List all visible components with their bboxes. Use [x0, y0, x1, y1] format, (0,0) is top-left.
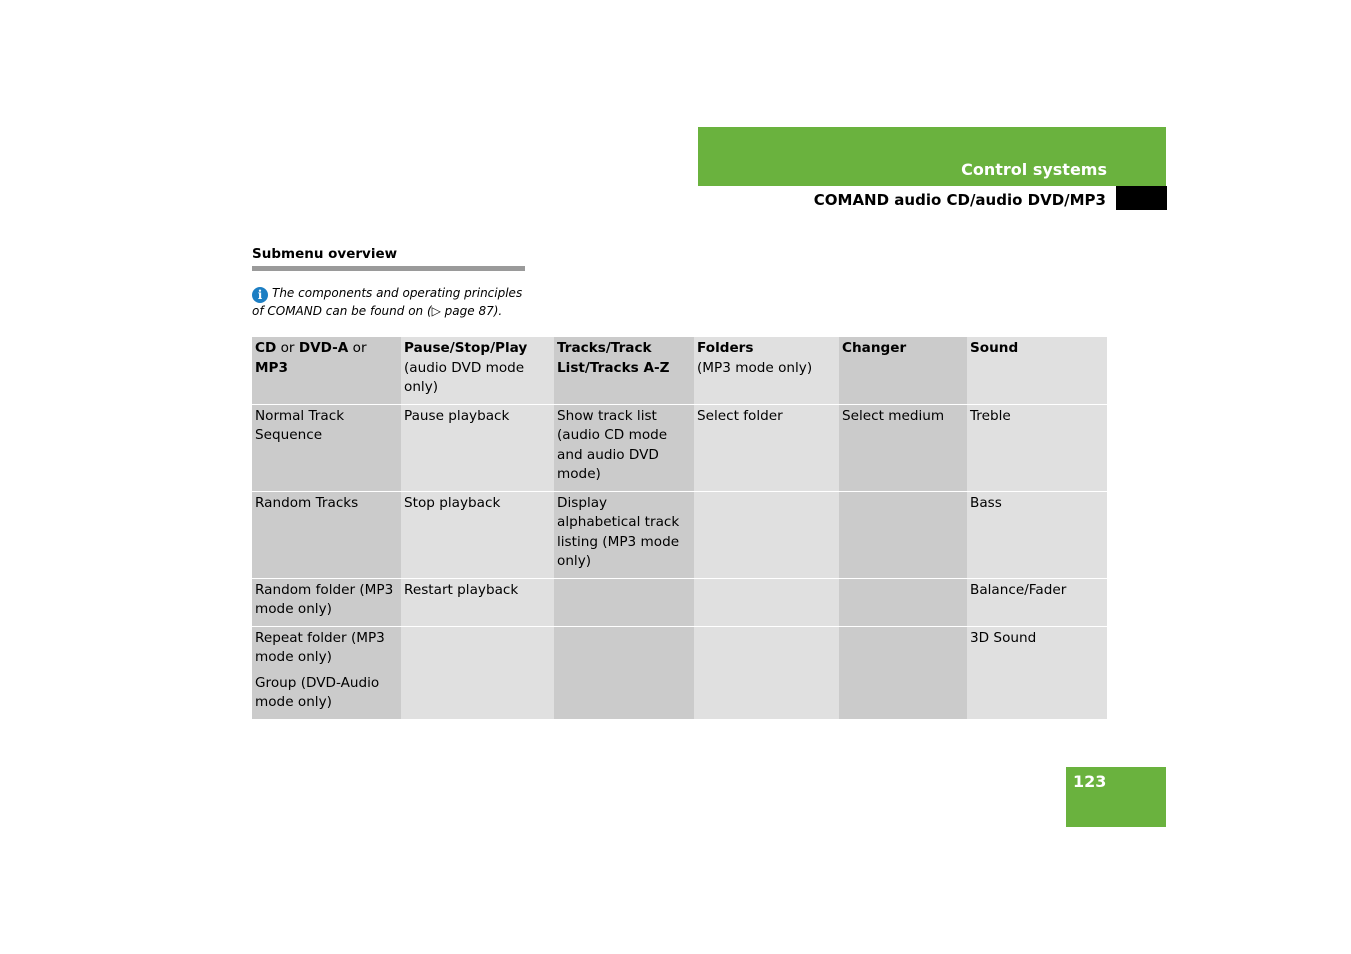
table-row: [252, 578, 1107, 626]
section-title-header: COMAND audio CD/audio DVD/MP3: [813, 191, 1106, 209]
table-cell: [554, 626, 694, 719]
submenu-overview-heading: Submenu overview: [252, 246, 398, 262]
table-cell-group: Group (DVD-Audio mode only): [255, 674, 380, 710]
info-icon: i: [252, 287, 268, 303]
chapter-title: Control systems: [961, 160, 1107, 179]
header-cell-source: CD or DVD-A or MP3: [252, 337, 401, 404]
info-note: [252, 285, 537, 320]
table-cell: 3D Sound: [967, 626, 1107, 719]
table-cell: Pause playback: [401, 404, 554, 491]
table-cell: Restart playback: [401, 578, 554, 626]
table-cell: Normal Track Sequence: [252, 404, 401, 491]
table-cell: Show track list (audio CD mode and audio DVD mode): [554, 404, 694, 491]
table-cell: Balance/Fader: [967, 578, 1107, 626]
page-number-box: [1066, 767, 1166, 827]
section-tab-marker: [1116, 186, 1167, 210]
table-cell: Display alphabetical track listing (MP3 mode only): [554, 491, 694, 578]
table-row: [252, 491, 1107, 578]
table-cell: Select medium: [839, 404, 967, 491]
table-cell: Treble: [967, 404, 1107, 491]
table-cell: [694, 626, 839, 719]
table-cell: [839, 491, 967, 578]
header-cell-folders: Folders (MP3 mode only): [694, 337, 839, 404]
table-row: [252, 404, 1107, 491]
header-cell-playback: Pause/Stop/Play (audio DVD mode only): [401, 337, 554, 404]
table-cell: [839, 626, 967, 719]
table-cell: [554, 578, 694, 626]
page-number: 123: [1073, 772, 1107, 791]
header-cell-changer: Changer: [839, 337, 967, 404]
heading-rule: [252, 266, 525, 271]
submenu-table: [252, 337, 1107, 720]
table-cell: [839, 578, 967, 626]
table-row: [252, 626, 1107, 719]
table-cell: Select folder: [694, 404, 839, 491]
table-cell: [694, 578, 839, 626]
table-cell: [401, 626, 554, 719]
chapter-header-bar: [698, 127, 1166, 186]
header-cell-tracks: Tracks/Track List/Tracks A-Z: [554, 337, 694, 404]
table-cell: Bass: [967, 491, 1107, 578]
table-cell: Random folder (MP3 mode only): [252, 578, 401, 626]
info-note-text: The components and operating principles of COMAND can be found on (▷ page 87).: [252, 286, 523, 318]
table-cell: Repeat folder (MP3 mode only) Group (DVD-Audio mode only): [252, 626, 401, 719]
header-cell-sound: Sound: [967, 337, 1107, 404]
table-cell: Random Tracks: [252, 491, 401, 578]
table-cell: Stop playback: [401, 491, 554, 578]
table-header-row: [252, 337, 1107, 404]
table-cell: [694, 491, 839, 578]
